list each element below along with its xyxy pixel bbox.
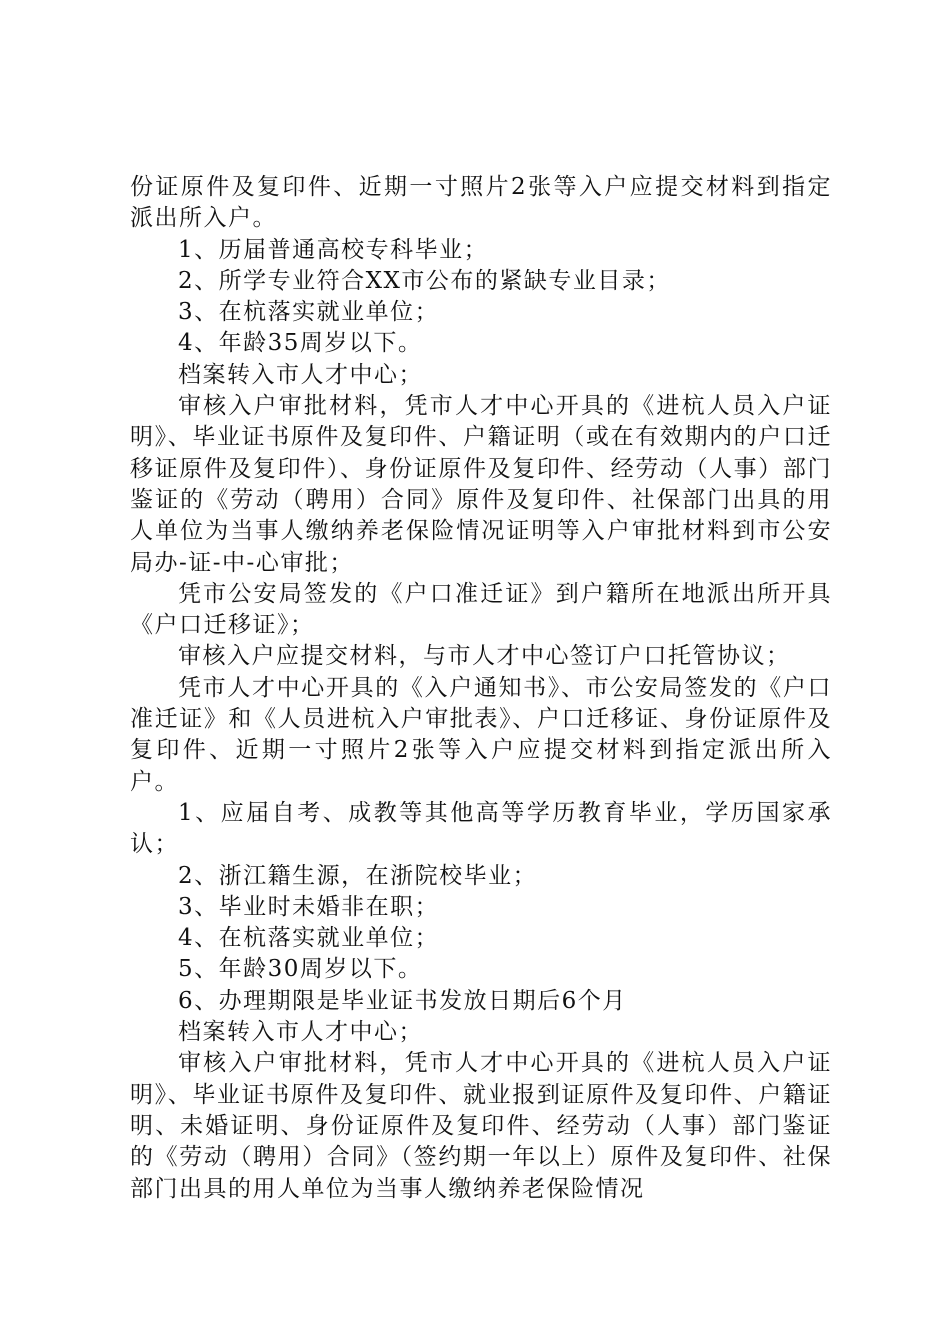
paragraph-item-1-graduates: 1、历届普通高校专科毕业； [178,236,489,263]
paragraph-item-2-major: 2、所学专业符合XX市公布的紧缺专业目录； [178,267,671,294]
paragraph-review-materials-2: 审核入户审批材料，凭市人才中心开具的《进杭人员入户证明》、毕业证书原件及复印件、就业报到证原件及复印件、户籍证明、未婚证明、身份证原件及复印件、经劳动（人事）部门鉴证的《劳动（聘用）合同》（签约期一年以上）原件及复印件、社保部门出具的用人单位为当事人缴纳养老保险情况 [130,1050,832,1202]
paragraph-registration: 凭市人才中心开具的《入户通知书》、市公安局签发的《户口准迁证》和《人员进杭入户审批表》、户口迁移证、身份证原件及复印件、近期一寸照片2张等入户应提交材料到指定派出所入户。 [130,674,832,795]
paragraph-item-1-self-study: 1、应届自考、成教等其他高等学历教育毕业，学历国家承认； [130,799,832,858]
paragraph-item-3-employment: 3、在杭落实就业单位； [178,299,440,326]
paragraph-archive-transfer-2: 档案转入市人才中心； [178,1019,423,1046]
paragraph-item-4-age: 4、年龄35周岁以下。 [178,330,423,357]
paragraph-item-6-deadline: 6、办理期限是毕业证书发放日期后6个月 [178,987,627,1014]
paragraph-item-4-employment: 4、在杭落实就业单位； [178,925,440,952]
paragraph-migration-permit: 凭市公安局签发的《户口准迁证》到户籍所在地派出所开具《户口迁移证》； [130,580,832,639]
paragraph-continuation: 份证原件及复印件、近期一寸照片2张等入户应提交材料到指定派出所入户。 [130,174,832,232]
paragraph-review-materials: 审核入户审批材料，凭市人才中心开具的《进杭人员入户证明》、毕业证书原件及复印件、户籍证明（或在有效期内的户口迁移证原件及复印件）、身份证原件及复印件、经劳动（人事）部门鉴证的《劳动（聘用）合同》原件及复印件、社保部门出具的用人单位为当事人缴纳养老保险情况证明等入户审批材料到市公安局办-证-中-心审批； [130,393,832,576]
document-body [130,172,832,1205]
paragraph-custody-agreement: 审核入户应提交材料，与市人才中心签订户口托管协议； [178,643,791,670]
paragraph-archive-transfer: 档案转入市人才中心； [178,361,423,388]
paragraph-item-5-age: 5、年龄30周岁以下。 [178,956,423,983]
paragraph-item-3-unmarried: 3、毕业时未婚非在职； [178,893,440,920]
paragraph-item-2-zhejiang: 2、浙江籍生源，在浙院校毕业； [178,862,538,889]
